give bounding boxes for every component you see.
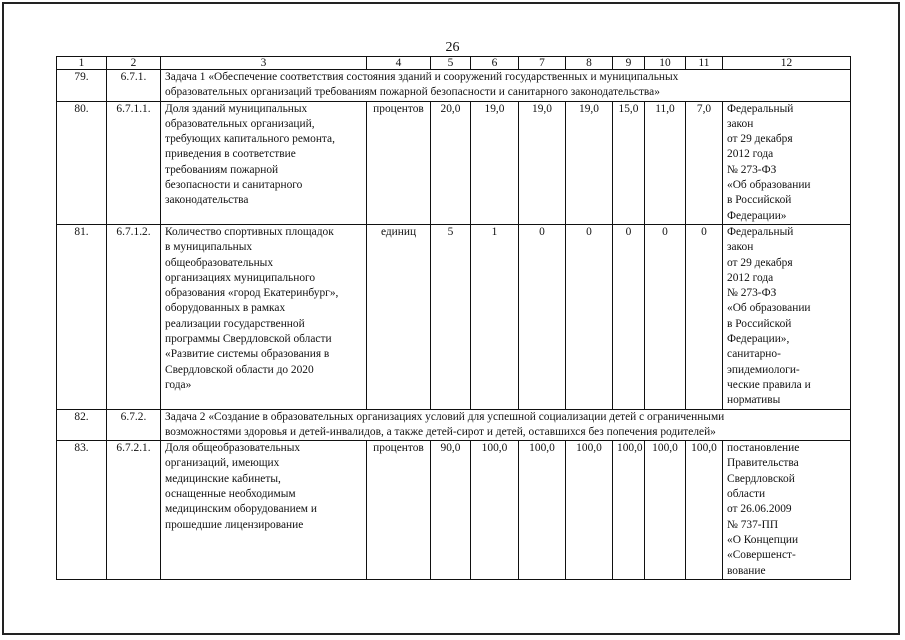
indicator-name-line: прошедшие лицензирование [165,518,304,531]
indicator-name-line: образования «город Екатеринбург», [165,287,339,300]
indicator-row [57,224,851,409]
value-cell: 100,0 [566,441,613,580]
row-code: 6.7.1.2. [107,224,161,409]
header-cell: 1 [57,57,107,70]
legal-basis-line: от 26.06.2009 [727,503,792,516]
legal-basis-line: Федерации» [727,209,787,222]
legal-basis-line: эпидемиологи- [727,363,800,376]
legal-basis-line: области [727,488,766,501]
legal-basis-line: Федеральный [727,102,794,115]
header-row [57,57,851,70]
legal-basis-line: вование [727,564,766,577]
header-cell: 12 [723,57,851,70]
legal-basis-line: постановление [727,442,800,455]
value-cell: 90,0 [431,441,471,580]
value-cell: 19,0 [471,101,519,224]
legal-basis-line: Правительства [727,457,799,470]
legal-basis-line: санитарно- [727,348,781,361]
legal-basis-line: нормативы [727,394,781,407]
legal-basis-line: Федеральный [727,225,794,238]
value-cell: 100,0 [645,441,686,580]
task-text-line: образовательных организаций требованиям пожарной безопасности и санитарного законодательства» [165,86,660,99]
value-cell: 100,0 [686,441,723,580]
indicator-name-line: образовательных организаций, [165,117,315,130]
header-cell: 2 [107,57,161,70]
row-number: 83. [57,441,107,580]
unit-cell: процентов [367,441,431,580]
legal-basis-line: ческие правила и [727,378,811,391]
indicators-table [56,56,851,580]
task-text-line: возможностями здоровья и детей-инвалидов, а также детей-сирот и детей, оставшихся без попечения родителей» [165,425,716,438]
task-description [161,409,851,441]
indicator-row [57,101,851,224]
row-code: 6.7.1. [107,70,161,102]
header-cell: 9 [613,57,645,70]
indicator-name-line: Свердловской области до 2020 [165,363,314,376]
legal-basis-line: 2012 года [727,148,774,161]
indicator-name-line: организаций, имеющих [165,457,280,470]
legal-basis-line: «Об образовании [727,302,811,315]
indicator-name-line: требованиям пожарной [165,163,279,176]
indicator-name-line: безопасности и санитарного [165,179,303,192]
value-cell: 100,0 [613,441,645,580]
indicator-name-line: приведения в соответствие [165,148,296,161]
header-cell: 6 [471,57,519,70]
value-cell: 1 [471,224,519,409]
value-cell: 100,0 [519,441,566,580]
unit-cell: процентов [367,101,431,224]
task-row [57,409,851,441]
legal-basis-line: закон [727,241,754,254]
header-cell: 4 [367,57,431,70]
legal-basis-line: «Совершенст- [727,549,796,562]
indicator-name-line: общеобразовательных [165,256,274,269]
value-cell: 5 [431,224,471,409]
value-cell: 7,0 [686,101,723,224]
page-number: 26 [445,40,460,55]
indicator-name-line: реализации государственной [165,317,305,330]
legal-basis-line: 2012 года [727,271,774,284]
legal-basis-line: Федерации», [727,333,790,346]
unit-cell: единиц [367,224,431,409]
task-description [161,70,851,102]
indicator-name-line: требующих капитального ремонта, [165,133,335,146]
row-code: 6.7.2. [107,409,161,441]
task-row [57,70,851,102]
indicator-name-line: оснащенные необходимым [165,488,296,501]
indicator-name-line: организациях муниципального [165,271,316,284]
value-cell: 100,0 [471,441,519,580]
legal-basis [723,224,851,409]
indicator-name-line: «Развитие системы образования в [165,348,330,361]
indicator-name-line: Доля общеобразовательных [165,442,301,455]
legal-basis-line: закон [727,117,754,130]
indicator-name [161,224,367,409]
row-number: 82. [57,409,107,441]
legal-basis-line: в Российской [727,194,792,207]
indicator-name-line: оборудованных в рамках [165,302,286,315]
indicator-name-line: в муниципальных [165,241,253,254]
row-number: 80. [57,101,107,224]
indicator-name-line: года» [165,378,192,391]
legal-basis-line: «Об образовании [727,179,811,192]
header-cell: 5 [431,57,471,70]
indicator-name-line: Доля зданий муниципальных [165,102,308,115]
value-cell: 0 [686,224,723,409]
task-text-line: Задача 2 «Создание в образовательных организациях условий для успешной социализации детей с ограниченными [165,410,725,423]
legal-basis [723,441,851,580]
value-cell: 20,0 [431,101,471,224]
legal-basis [723,101,851,224]
indicator-name-line: законодательства [165,194,249,207]
legal-basis-line: «О Концепции [727,533,799,546]
header-cell: 10 [645,57,686,70]
value-cell: 0 [613,224,645,409]
value-cell: 0 [519,224,566,409]
legal-basis-line: от 29 декабря [727,256,793,269]
value-cell: 11,0 [645,101,686,224]
header-cell: 11 [686,57,723,70]
row-number: 79. [57,70,107,102]
legal-basis-line: № 273-ФЗ [727,287,777,300]
legal-basis-line: в Российской [727,317,792,330]
indicator-name-line: медицинские кабинеты, [165,472,281,485]
indicator-name [161,441,367,580]
indicator-name [161,101,367,224]
legal-basis-line: от 29 декабря [727,133,793,146]
indicator-name-line: медицинским оборудованием и [165,503,317,516]
value-cell: 19,0 [519,101,566,224]
legal-basis-line: № 737-ПП [727,518,779,531]
legal-basis-line: Свердловской [727,472,795,485]
row-code: 6.7.2.1. [107,441,161,580]
header-cell: 3 [161,57,367,70]
row-number: 81. [57,224,107,409]
row-code: 6.7.1.1. [107,101,161,224]
task-text-line: Задача 1 «Обеспечение соответствия состояния зданий и сооружений государственных и муниципальных [165,71,679,83]
header-cell: 8 [566,57,613,70]
value-cell: 15,0 [613,101,645,224]
legal-basis-line: № 273-ФЗ [727,163,777,176]
value-cell: 0 [645,224,686,409]
indicator-name-line: программы Свердловской области [165,333,332,346]
indicator-name-line: Количество спортивных площадок [165,225,334,238]
header-cell: 7 [519,57,566,70]
indicator-row [57,441,851,580]
value-cell: 0 [566,224,613,409]
value-cell: 19,0 [566,101,613,224]
